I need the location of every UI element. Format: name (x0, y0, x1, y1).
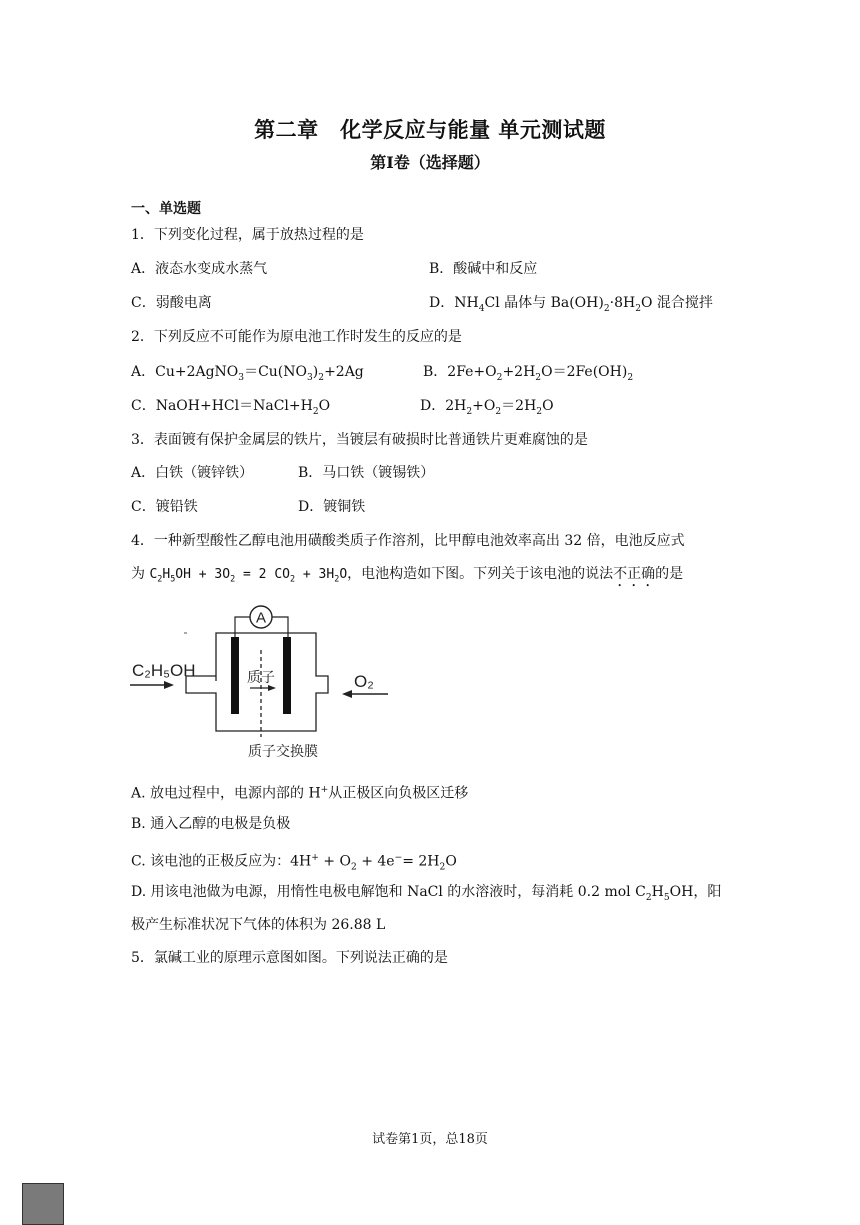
question-3-option-c: C．镀铅铁 (131, 499, 198, 515)
question-2-option-a: A．$Cu+2AgNO_3=Cu(NO_3)_2+2Ag$ (131, 364, 364, 383)
question-4-option-a: A. 放电过程中，电源内部的 H+从正极区向负极区迁移 (131, 785, 469, 802)
ethanol-arrow-icon (164, 681, 174, 689)
right-electrode (283, 637, 291, 714)
ammeter-label: A (255, 609, 267, 627)
question-5-stem: 5．氯碱工业的原理示意图如图。下列说法正确的是 (131, 950, 448, 966)
question-4-stem-line2: 为 $C_2H_5OH + 3O_2 = 2$ $CO_2 + 3H_2O$，电池构造如下图。下列关于该电池的说法不正确的是 (131, 566, 684, 584)
oxygen-inlet-label: O₂ (354, 672, 374, 691)
question-2-option-c: C．$NaOH+HCl=NaCl+H_2O$ (131, 398, 331, 417)
question-2-option-b: B．$2Fe+O_2+2H_2O=2Fe(OH)_2$ (423, 364, 634, 383)
question-4-option-d-line1: D. 用该电池做为电源，用惰性电极电解饱和 NaCl 的水溶液时，每消耗 0.2 mol $C_2H_5OH$，阳 (131, 884, 722, 903)
left-electrode (231, 637, 239, 714)
oxygen-arrow-icon (342, 690, 352, 698)
ammeter-icon (250, 606, 272, 628)
question-3-option-d: D．镀铜铁 (298, 499, 366, 515)
section-heading: 一、单选题 (131, 201, 201, 217)
question-4-option-c: C. 该电池的正极反应为：$4H^+ + O_2 + 4e^-= 2H_2O$ (131, 853, 457, 873)
question-2-stem: 2．下列反应不可能作为原电池工作时发生的反应的是 (131, 329, 462, 345)
question-1-option-c: C．弱酸电离 (131, 295, 212, 311)
question-3-option-a: A．白铁（镀锌铁） (131, 465, 254, 481)
question-4-option-d-line2: 极产生标准状况下气体的体积为 26.88 L (131, 917, 386, 933)
question-4-option-b: B. 通入乙醇的电极是负极 (131, 816, 291, 832)
ethanol-inlet-label: C₂H₅OH (132, 661, 196, 680)
fuel-cell-diagram (128, 598, 400, 766)
corner-marker (22, 1183, 64, 1225)
question-1-stem: 1．下列变化过程，属于放热过程的是 (131, 227, 364, 243)
question-3-option-b: B．马口铁（镀锡铁） (298, 465, 435, 481)
question-4-stem-line1: 4．一种新型酸性乙醇电池用磺酸类质子作溶剂，比甲醇电池效率高出 32 倍，电池反应式 (131, 533, 685, 549)
proton-label: 质子 (247, 669, 275, 685)
page-subtitle: 第Ⅰ卷（选择题） (370, 153, 490, 172)
question-3-stem: 3．表面镀有保护金属层的铁片，当镀层有破损时比普通铁片更难腐蚀的是 (131, 432, 588, 448)
membrane-label: 质子交换膜 (248, 743, 318, 759)
question-1-option-b: B．酸碱中和反应 (429, 261, 538, 277)
question-1-option-d: D．$NH_4Cl$ 晶体与 $Ba(OH)_2\cdot 8H_2O$ 混合搅拌 (429, 295, 713, 314)
question-1-option-a: A．液态水变成水蒸气 (131, 261, 268, 277)
page-title: 第二章 化学反应与能量 单元测试题 (254, 117, 606, 142)
page-footer: 试卷第1页，总18页 (372, 1132, 488, 1147)
question-2-option-d: D．$2H_2+O_2=2H_2O$ (420, 398, 554, 417)
